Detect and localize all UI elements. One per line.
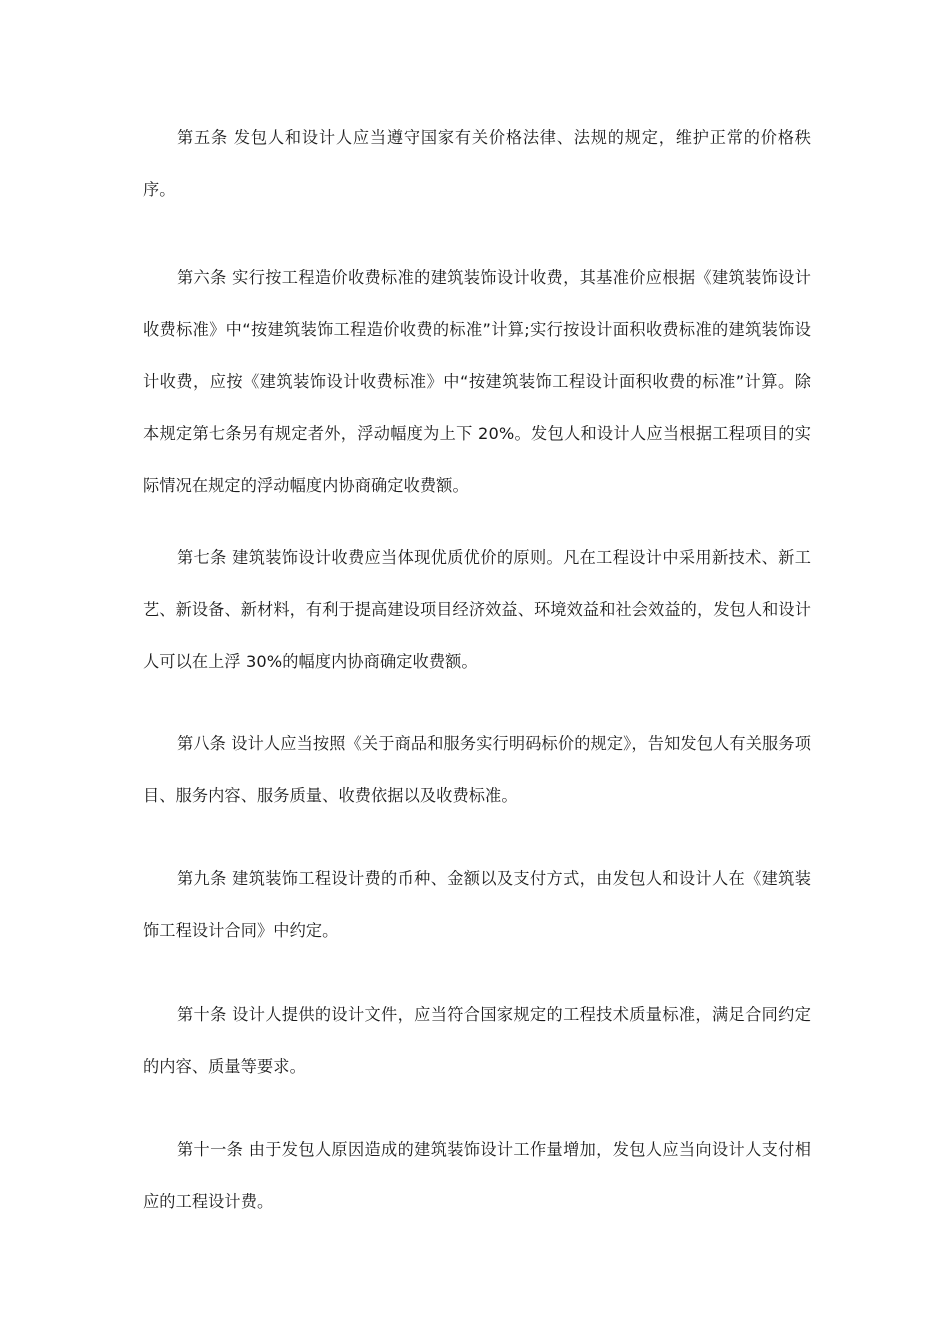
article-9-paragraph: 第九条 建筑装饰工程设计费的币种、金额以及支付方式，由发包人和设计人在《建筑装饰工程设计合同》中约定。 [143,869,811,940]
article-10-paragraph: 第十条 设计人提供的设计文件，应当符合国家规定的工程技术质量标准，满足合同约定的内容、质量等要求。 [143,1005,811,1076]
article-7-paragraph: 第七条 建筑装饰设计收费应当体现优质优价的原则。凡在工程设计中采用新技术、新工艺、新设备、新材料，有利于提高建设项目经济效益、环境效益和社会效益的，发包人和设计人可以在上浮 30%的幅度内协商确定收费额。 [143,548,811,671]
article-8-paragraph: 第八条 设计人应当按照《关于商品和服务实行明码标价的规定》，告知发包人有关服务项目、服务内容、服务质量、收费依据以及收费标准。 [143,734,811,805]
article-5-paragraph: 第五条 发包人和设计人应当遵守国家有关价格法律、法规的规定，维护正常的价格秩序。 [143,128,811,199]
article-11-paragraph: 第十一条 由于发包人原因造成的建筑装饰设计工作量增加，发包人应当向设计人支付相应的工程设计费。 [143,1140,811,1211]
article-6-paragraph: 第六条 实行按工程造价收费标准的建筑装饰设计收费，其基准价应根据《建筑装饰设计收费标准》中“按建筑装饰工程造价收费的标准”计算;实行按设计面积收费标准的建筑装饰设计收费，应按《建筑装饰设计收费标准》中“按建筑装饰工程设计面积收费的标准”计算。除本规定第七条另有规定者外，浮动幅度为上下 20%。发包人和设计人应当根据工程项目的实际情况在规定的浮动幅度内协商确定收费额。 [143,268,811,495]
